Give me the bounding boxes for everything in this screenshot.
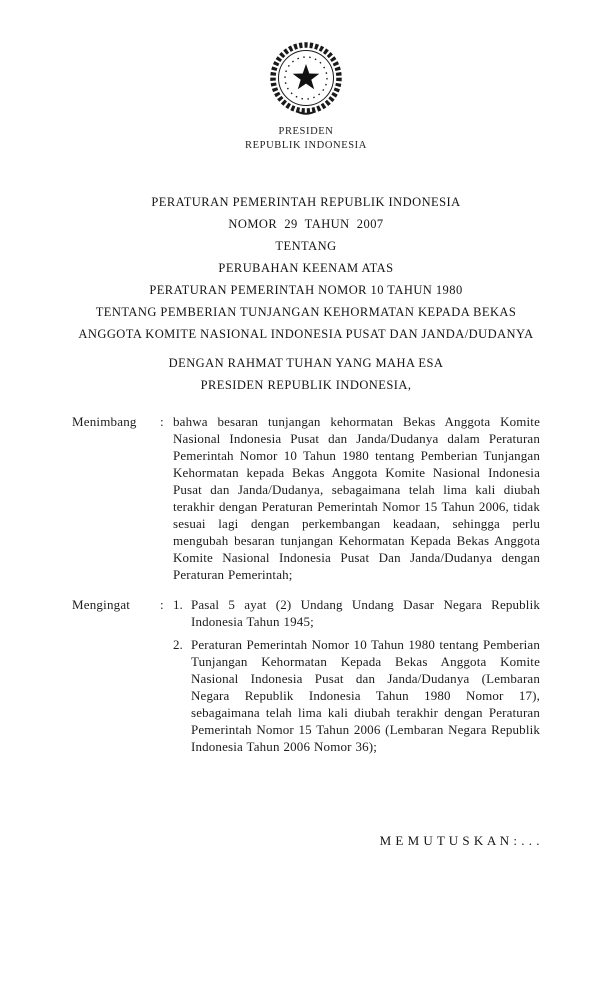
citing-colon: :: [160, 597, 164, 612]
citing-item-1-number: 1.: [173, 597, 183, 612]
citing-item-2-number: 2.: [173, 637, 183, 652]
title-block: [72, 191, 540, 345]
title-line-5: PERATURAN PEMERINTAH NOMOR 10 TAHUN 1980: [149, 283, 463, 297]
clauses: [72, 413, 540, 755]
considering-label: Menimbang: [72, 414, 137, 429]
considering-clause: [72, 413, 540, 583]
state-emblem-icon: [267, 38, 345, 120]
preamble-line-2: PRESIDEN REPUBLIK INDONESIA,: [200, 378, 412, 392]
title-line-4: PERUBAHAN KEENAM ATAS: [218, 261, 394, 275]
citing-item-1: [173, 596, 540, 630]
citing-item-2-text: Peraturan Pemerintah Nomor 10 Tahun 1980 tentang Pemberian Tunjangan Kehormatan Kepada Bekas Anggota Komite Nasional Indonesia Pusat dan Janda/Dudanya (Lembaran Negara Republik Indonesia Tahun 1980 Nomor 17), sebagaimana telah lima kali diubah terakhir dengan Peraturan Pemerintah Nomor 15 Tahun 2006 (Lembaran Negara Republik Indonesia Tahun 2006 Nomor 36);: [191, 637, 540, 754]
title-line-1: PERATURAN PEMERINTAH REPUBLIK INDONESIA: [151, 195, 461, 209]
considering-colon: :: [160, 414, 164, 429]
citing-items: [173, 596, 540, 755]
citing-clause: [72, 596, 540, 755]
preamble: [72, 352, 540, 396]
citing-label: Mengingat: [72, 597, 131, 612]
considering-text: bahwa besaran tunjangan kehormatan Bekas Anggota Komite Nasional Indonesia Pusat dan Janda/Dudanya dalam Peraturan Pemerintah Nomor 10 Tahun 1980 tentang Pemberian Tunjangan Kehormatan kepada Bekas Anggota Komite Nasional Indonesia Pusat dan Janda/Dudanya, sebagaimana telah lima kali diubah terakhir dengan Peraturan Pemerintah Nomor 15 Tahun 2006, tidak sesuai lagi dengan perkembangan keadaan, sehingga perlu mengubah besaran tunjangan Kehormatan Kepada Bekas Anggota Komite Nasional Indonesia Pusat Dan Janda/Dudanya dengan Peraturan Pemerintah;: [173, 414, 540, 582]
org-name-line1: PRESIDEN: [278, 126, 334, 137]
org-name-line2: REPUBLIK INDONESIA: [245, 140, 367, 151]
citing-item-1-text: Pasal 5 ayat (2) Undang Undang Dasar Negara Republik Indonesia Tahun 1945;: [191, 597, 540, 629]
star-icon: [293, 64, 320, 89]
letterhead: [72, 38, 540, 153]
citing-item-2: [173, 636, 540, 755]
title-line-tentang: TENTANG: [275, 239, 337, 253]
title-line-number: NOMOR 29 TAHUN 2007: [228, 217, 384, 231]
title-line-7: ANGGOTA KOMITE NASIONAL INDONESIA PUSAT DAN JANDA/DUDANYA: [78, 327, 534, 341]
title-line-6: TENTANG PEMBERIAN TUNJANGAN KEHORMATAN KEPADA BEKAS: [95, 305, 517, 319]
preamble-line-1: DENGAN RAHMAT TUHAN YANG MAHA ESA: [168, 356, 444, 370]
memutuskan-catchword: M E M U T U S K A N : . . .: [379, 833, 540, 848]
